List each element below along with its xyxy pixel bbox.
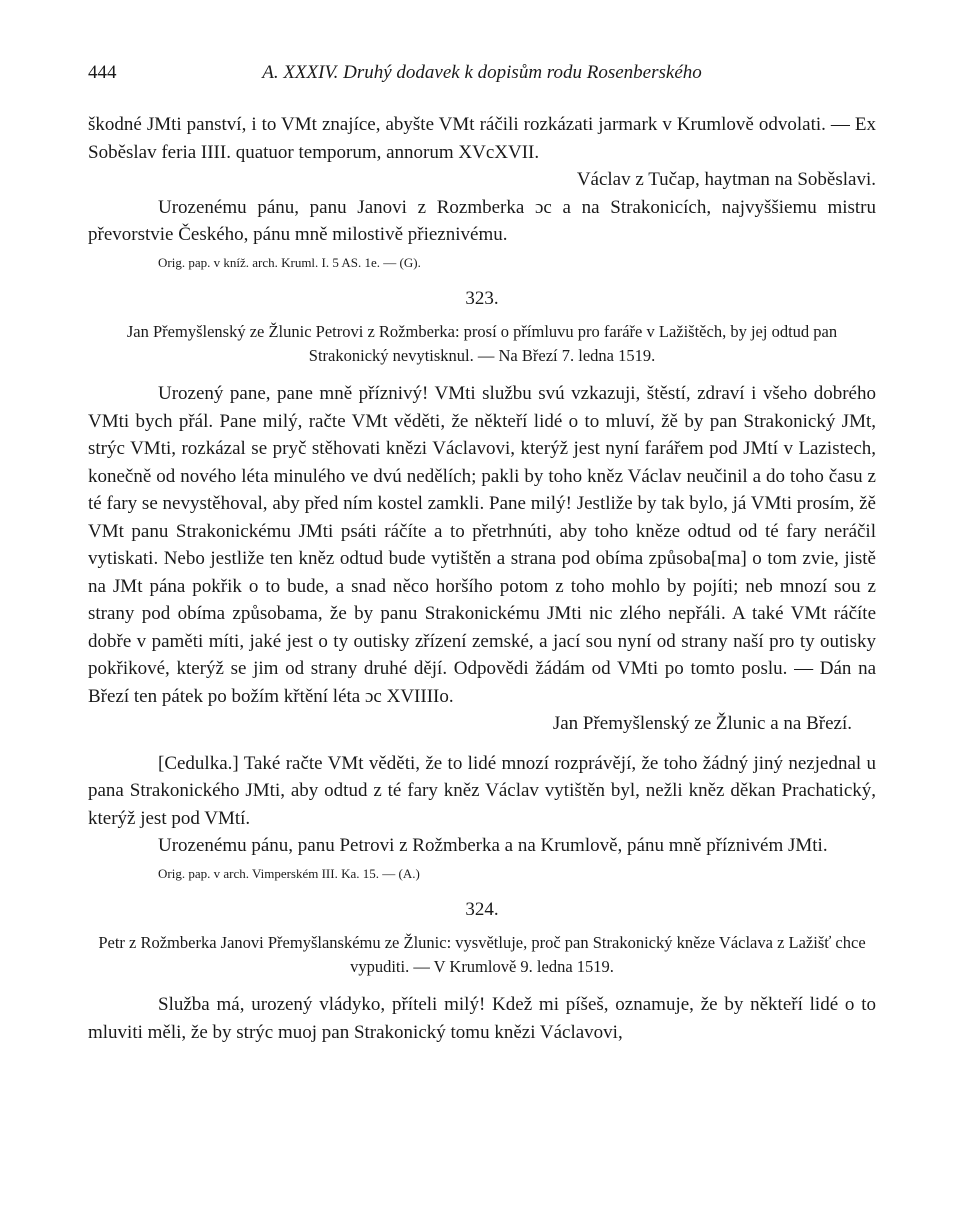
cedulka-paragraph: [Cedulka.] Také račte VMt věděti, že to lidé mnozí rozprávějí, že toho žádný jiný nezjednal u pana Strakonického JMti, aby odtud z té fary kněz Václav vytištěn byl, nežli kněz děkan Prachatický, kterýž jest pod VMtí. (88, 752, 876, 829)
regest: Jan Přemyšlenský ze Žlunic Petrovi z Rožmberka: prosí o přímluvu pro faráře v Lažištěch, by jej odtud pan Strakonický nevytisknul. — Na Březí 7. ledna 1519. (126, 322, 838, 365)
letter-text: Služba má, urozený vládyko, příteli milý! Kdež mi píšeš, oznamuje, že by někteří lidé o to mluviti měli, že by strýc muoj pan Strakonický tomu knězi Václavovi, (88, 994, 876, 1043)
document-number: 324. (465, 898, 499, 920)
signature: Václav z Tučap, haytman na Soběslavi. (576, 169, 876, 190)
running-title: A. XXXIV. Druhý dodavek k dopisům rodu Rosenberského (262, 62, 702, 83)
address-paragraph: Urozenému pánu, panu Petrovi z Rožmberka a na Krumlově, pánu mně příznivém JMti. (158, 835, 828, 856)
page-number: 444 (88, 62, 117, 83)
signature: Jan Přemyšlenský ze Žlunic a na Březí. (552, 713, 852, 734)
document-number: 323. (465, 287, 499, 309)
address-paragraph: Urozenému pánu, panu Janovi z Rozmberka ɔc a na Strakonicích, najvyššiemu mistru převorstvie Českého, pánu mně milostivě přieznivému. (88, 196, 876, 245)
source-note: Orig. pap. v arch. Vimperském III. Ka. 15. — (A.) (158, 865, 420, 881)
paragraph-continuation: škodné JMti panství, i to VMt znajíce, abyšte VMt ráčili rozkázati jarmark v Krumlově odvolati. — Ex Soběslav feria IIII. quatuor temporum, annorum XVcXVII. (88, 114, 876, 163)
source-note: Orig. pap. v kníž. arch. Kruml. I. 5 AS. 1e. — (G). (158, 254, 421, 270)
page-header (88, 62, 876, 88)
letter-text: Urozený pane, pane mně příznivý! VMti službu svú vzkazuji, štěstí, zdraví i všeho dobrého VMti bych přál. Pane milý, račte VMt věděti, že někteří lidé o to mluví, žě by pan Strakonický JMt, strýc VMti, rozkázal se pryč stěhovati knězi Václavovi, kterýž jest nyní farářem pod JMtí v Lazistech, konečně od nového léta minulého ve dvú nedělích; pakli by toho kněz Václav neučinil a do toho času z té fary se nevystěhoval, aby před ním kostel zamkli. Pane milý! Jestliže by tak bylo, já VMti prosím, žě VMt panu Strakonickému JMti psáti ráčíte a to přetrhnúti, aby toho kněze odtud od té fary neráčil vytiskati. Nebo jestliže ten kněz odtud bude vytištěn a strana pod obíma způsoba[ma] o tom zvie, jistě na JMt pána pokřik o to bude, a snad něco horšího potom z toho mohlo by pojíti; neb mnozí sou z strany pod obíma způsobama, že by panu Strakonickému JMti nic zlého nepřáli. A také VMt ráčíte dobře v paměti míti, jaké jest o ty outisky zřízení zemské, a jací sou nyní od strany naší pro ty outisky pokřikové, kterýž se jim od strany druhé dějí. Odpovědi žádám od VMti po tomto poslu. — Dán na Březí ten pátek po božím křtění léta ɔc XVIIIIo. (88, 383, 876, 707)
regest: Petr z Rožmberka Janovi Přemyšlanskému ze Žlunic: vysvětluje, proč pan Strakonický kněze Václava z Lažišť chce vypuditi. — V Krumlově 9. ledna 1519. (98, 933, 866, 976)
document-body (88, 111, 876, 1046)
